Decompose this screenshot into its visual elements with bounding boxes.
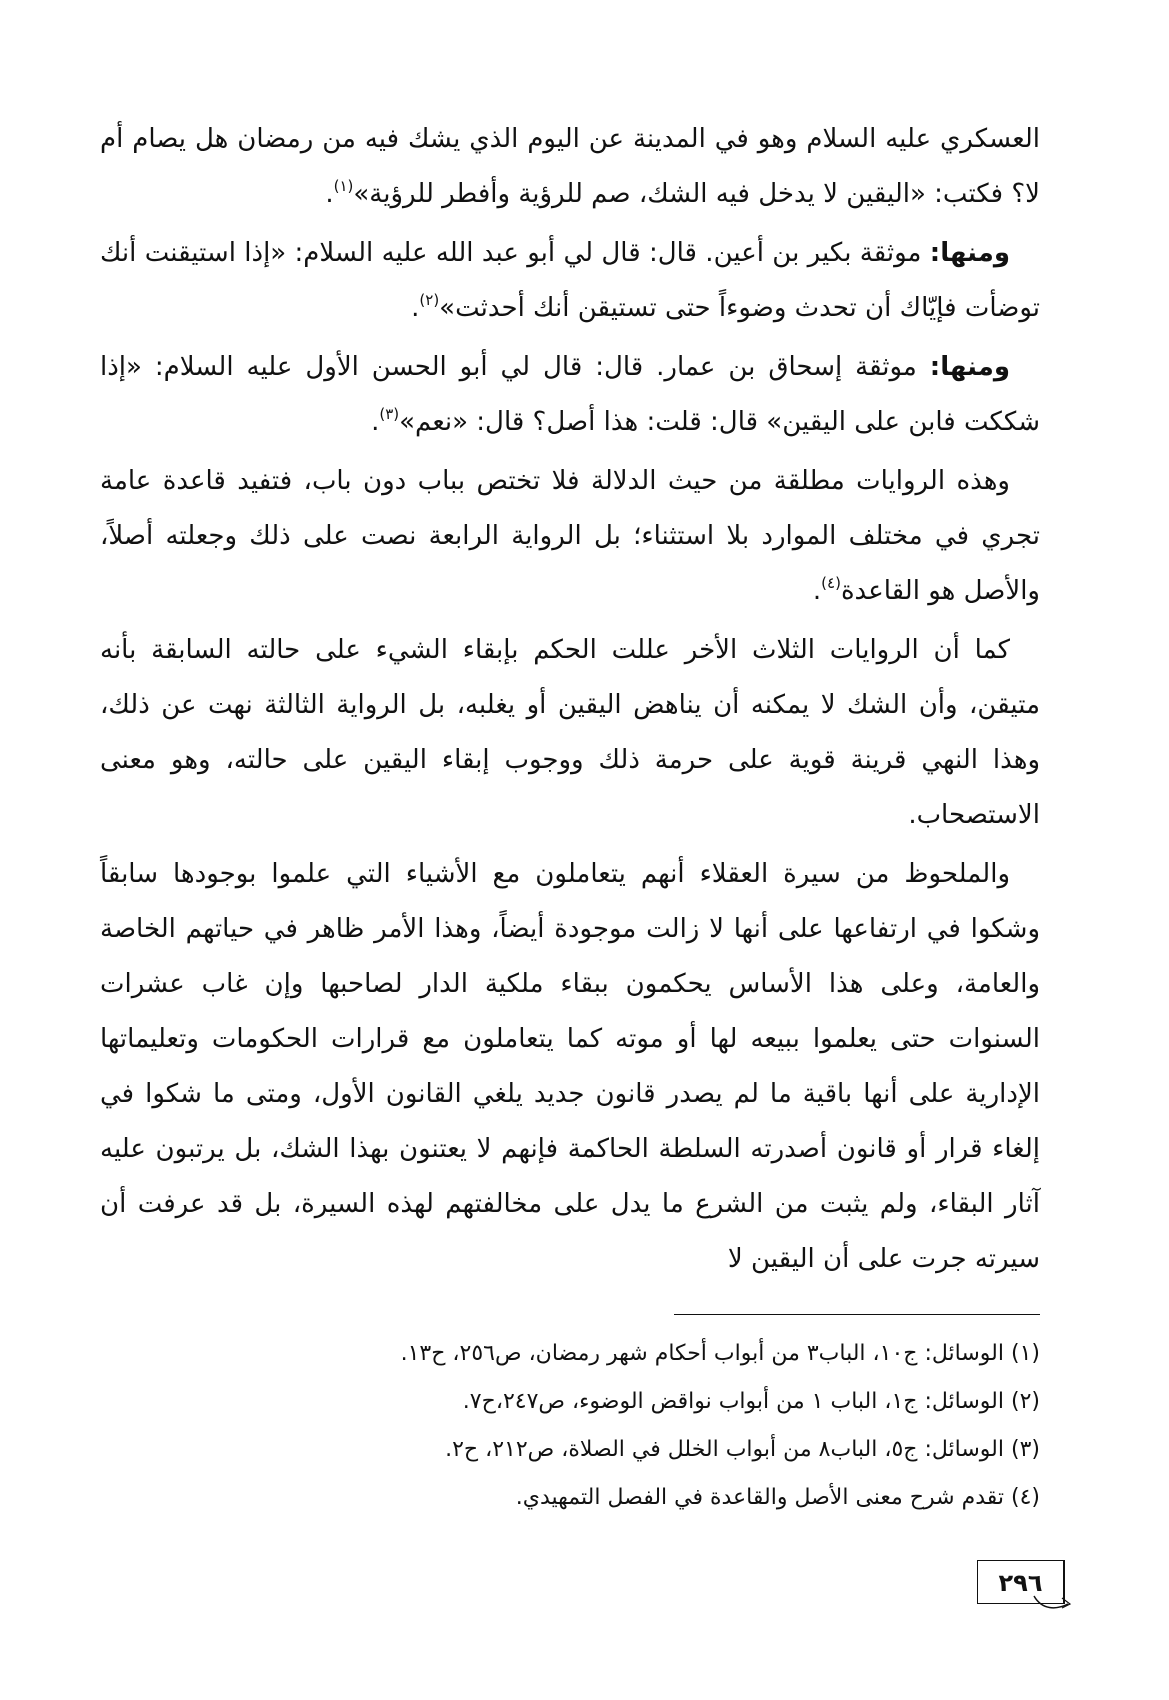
paragraph-tail: . — [371, 407, 380, 437]
footnote-ref[interactable]: (٤) — [821, 574, 841, 592]
paragraph-tail: . — [411, 293, 420, 323]
paragraph-lead: ومنها: — [929, 238, 1010, 268]
footnote-ref[interactable]: (٣) — [379, 405, 400, 423]
paragraph-tail: . — [325, 179, 334, 209]
paragraph-text: وهذه الروايات مطلقة من حيث الدلالة فلا تختص بباب دون باب، فتفيد قاعدة عامة تجري في مختلف الموارد بلا استثناء؛ بل الرواية الرابعة نصت على ذلك وجعلته أصلاً، والأصل هو القاعدة — [100, 466, 1040, 606]
main-text — [100, 112, 1040, 1291]
page-number-ornament — [1032, 1592, 1072, 1612]
paragraph — [100, 847, 1040, 1287]
paragraph — [100, 226, 1040, 336]
paragraph — [100, 340, 1040, 450]
paragraph — [100, 623, 1040, 843]
paragraph-text: كما أن الروايات الثلاث الأخر عللت الحكم بإبقاء الشيء على حالته السابقة بأنه متيقن، وأن الشك لا يمكنه أن يناهض اليقين أو يغلبه، بل الرواية الثالثة نهت عن ذلك، وهذا النهي قرينة قوية على حرمة ذلك ووجوب إبقاء اليقين على حالته، وهو معنى الاستصحاب. — [100, 635, 1040, 830]
paragraph-lead: ومنها: — [929, 352, 1010, 382]
paragraph-text: موثقة بكير بن أعين. قال: قال لي أبو عبد الله عليه السلام: «إذا استيقنت أنك توضأت فإيّاك أن تحدث وضوءاً حتى تستيقن أنك أحدثت» — [100, 238, 1040, 323]
footnotes — [280, 1330, 1040, 1522]
paragraph — [100, 112, 1040, 222]
page-number: ٢٩٦ — [977, 1560, 1065, 1604]
paragraph — [100, 454, 1040, 619]
footnote-item: (٢) الوسائل: ج١، الباب ١ من أبواب نواقض الوضوء، ص٢٤٧،ح٧. — [462, 1389, 1040, 1414]
footnote-item: (١) الوسائل: ج١٠، الباب٣ من أبواب أحكام شهر رمضان، ص٢٥٦، ح١٣. — [400, 1341, 1040, 1366]
paragraph-text: والملحوظ من سيرة العقلاء أنهم يتعاملون مع الأشياء التي علموا بوجودها سابقاً وشكوا في ارتفاعها على أنها لا زالت موجودة أيضاً، وهذا الأمر ظاهر في حياتهم الخاصة والعامة، وعلى هذا الأساس يحكمون ببقاء ملكية الدار لصاحبها وإن غاب عشرات السنوات حتى يعلموا ببيعه لها أو موته كما يتعاملون مع قرارات الحكومات وتعليماتها الإدارية على أنها باقية ما لم يصدر قانون جديد يلغي القانون الأول، ومتى ما شكوا في إلغاء قرار أو قانون أصدرته السلطة الحاكمة فإنهم لا يعتنون بهذا الشك، بل يرتبون عليه آثار البقاء، ولم يثبت من الشرع ما يدل على مخالفتهم لهذه السيرة، بل قد عرفت أن سيرته جرت على أن اليقين لا — [100, 859, 1040, 1274]
footnote-divider — [674, 1314, 1040, 1315]
footnote-item: (٣) الوسائل: ج٥، الباب٨ من أبواب الخلل في الصلاة، ص٢١٢، ح٢. — [445, 1437, 1040, 1462]
paragraph-text: العسكري عليه السلام وهو في المدينة عن اليوم الذي يشك فيه من رمضان هل يصام أم لا؟ فكتب: «اليقين لا يدخل فيه الشك، صم للرؤية وأفطر للرؤية» — [100, 124, 1040, 209]
paragraph-text: موثقة إسحاق بن عمار. قال: قال لي أبو الحسن الأول عليه السلام: «إذا شككت فابن على اليقين» قال: قلت: هذا أصل؟ قال: «نعم» — [100, 352, 1040, 437]
footnote-ref[interactable]: (٢) — [419, 291, 440, 309]
footnote-ref[interactable]: (١) — [333, 177, 354, 195]
paragraph-tail: . — [812, 576, 822, 606]
footnote-item: (٤) تقدم شرح معنى الأصل والقاعدة في الفصل التمهيدي. — [515, 1485, 1040, 1510]
